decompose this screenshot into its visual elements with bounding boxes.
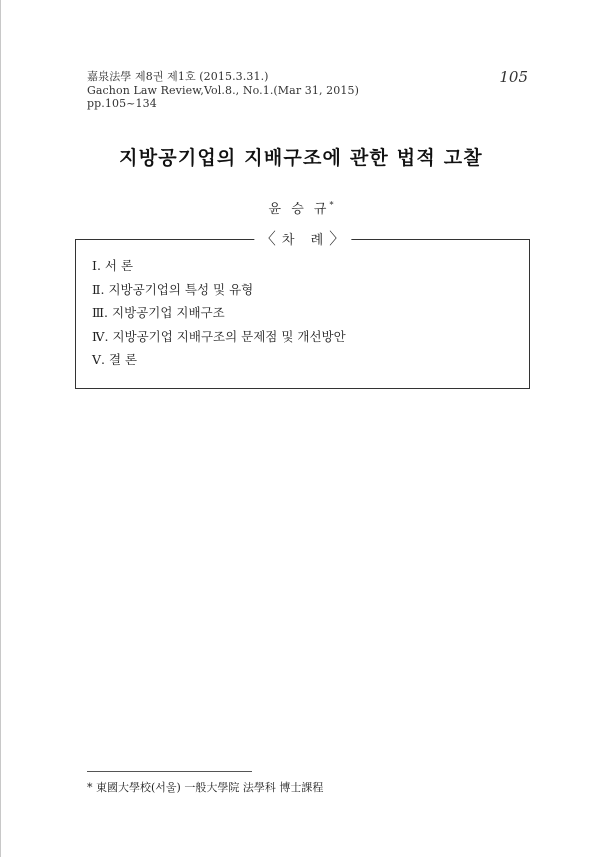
toc-item-number: Ⅱ.: [92, 281, 105, 297]
page-number: 105: [499, 68, 528, 86]
toc-heading-label: 차 례: [281, 233, 330, 248]
toc-item-number: Ⅲ.: [92, 305, 109, 320]
toc-list: [92, 254, 346, 372]
paper-title: 지방공기업의 지배구조에 관한 법적 고찰: [119, 147, 483, 169]
footnote: [87, 779, 323, 795]
footnote-text: 東國大學校(서울) 一般大學院 法學科 博士課程: [96, 781, 324, 794]
toc-item-number: Ⅳ.: [92, 328, 109, 344]
toc-item: [92, 278, 346, 302]
toc-item: [92, 301, 346, 325]
toc-item-text: 결 론: [109, 352, 138, 367]
journal-citation-english: Gachon Law Review,Vol.8., No.1.(Mar 31, 2015): [87, 83, 359, 97]
chevron-left-icon: 〈: [259, 228, 276, 248]
toc-item-number: Ⅴ.: [92, 352, 106, 367]
toc-item-text: 지방공기업 지배구조의 문제점 및 개선방안: [112, 328, 346, 344]
page-range: pp.105~134: [87, 97, 157, 110]
footnote-divider: [87, 771, 252, 772]
journal-citation-korean: 嘉泉法學 제8권 제1호 (2015.3.31.): [87, 70, 269, 83]
toc-item-text: 지방공기업의 특성 및 유형: [108, 281, 254, 297]
toc-item: [92, 254, 346, 278]
author-footnote-marker: *: [329, 200, 334, 210]
table-of-contents: [75, 228, 530, 389]
author-line: [1, 198, 600, 217]
footnote-marker: *: [87, 781, 93, 794]
journal-header: [87, 70, 359, 111]
toc-item: [92, 325, 346, 349]
author-name: 윤 승 규: [268, 202, 330, 217]
toc-item-number: Ⅰ.: [92, 258, 101, 273]
toc-item: [92, 348, 346, 372]
chevron-right-icon: 〉: [329, 228, 346, 248]
toc-item-text: 지방공기업 지배구조: [112, 305, 225, 320]
toc-item-text: 서 론: [104, 258, 134, 273]
toc-heading: [254, 229, 351, 248]
